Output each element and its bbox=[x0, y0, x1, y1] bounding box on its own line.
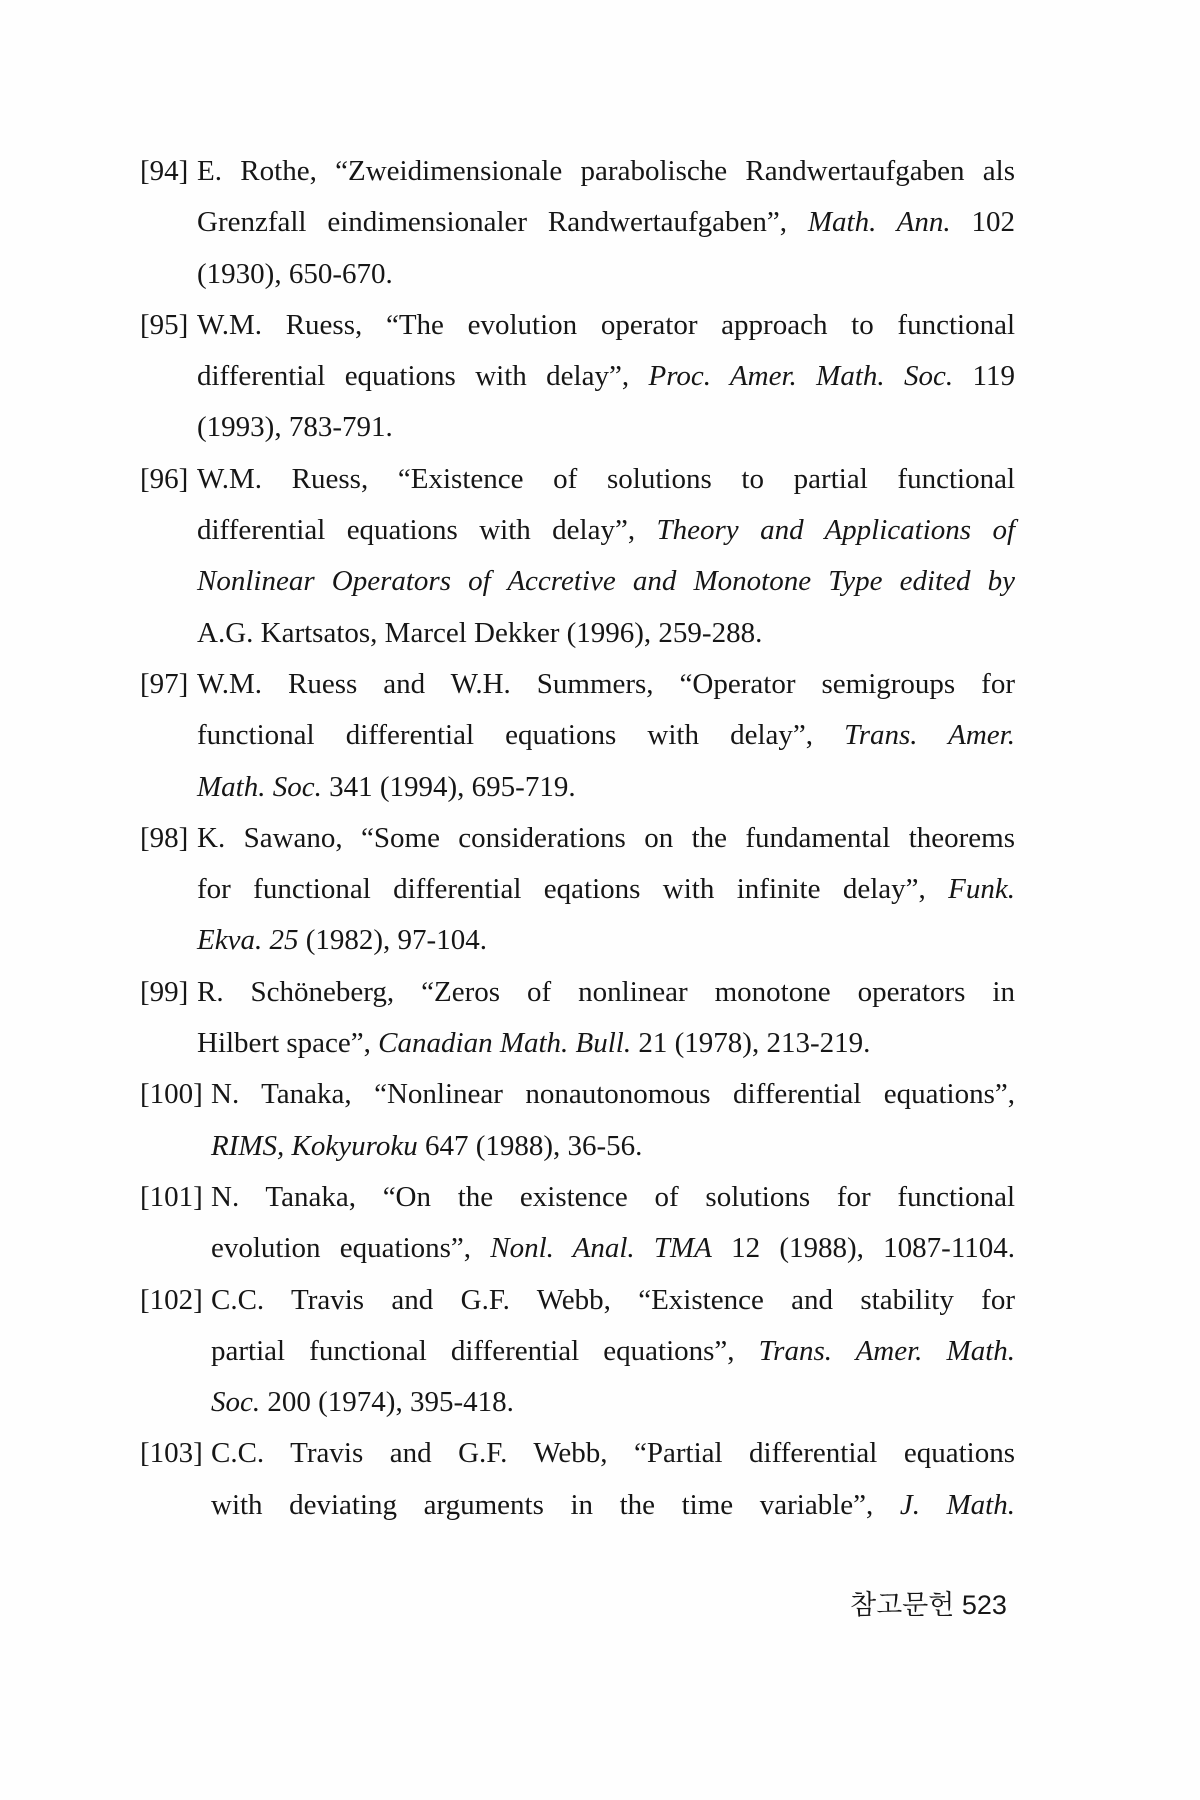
reference-entry bbox=[140, 146, 1015, 300]
reference-number: [96] bbox=[140, 462, 189, 495]
journal-title: Math. Soc. bbox=[197, 770, 322, 803]
reference-line bbox=[211, 1069, 1015, 1120]
reference-text: W.M. Ruess, “The evolution operator approach to functional bbox=[197, 308, 1015, 341]
reference-entry bbox=[140, 813, 1015, 967]
reference-entry bbox=[140, 1069, 1015, 1172]
reference-text: K. Sawano, “Some considerations on the fundamental theorems bbox=[197, 821, 1015, 854]
journal-title: Trans. Amer. bbox=[844, 719, 1015, 752]
reference-line bbox=[197, 813, 1015, 864]
reference-text: Hilbert space”, bbox=[197, 1027, 379, 1060]
page-number: 523 bbox=[961, 1590, 1007, 1620]
journal-title: Math. Ann. bbox=[807, 206, 951, 239]
reference-number: [100] bbox=[140, 1078, 203, 1111]
reference-text: R. Schöneberg, “Zeros of nonlinear monotone operators in bbox=[197, 975, 1015, 1008]
reference-text: partial functional differential equations”, bbox=[211, 1334, 759, 1367]
reference-line bbox=[197, 556, 1015, 607]
reference-line bbox=[197, 300, 1015, 351]
reference-line bbox=[211, 1223, 1015, 1274]
reference-entry bbox=[140, 454, 1015, 659]
reference-line bbox=[197, 402, 1015, 453]
reference-entry bbox=[140, 659, 1015, 813]
reference-line bbox=[197, 351, 1015, 402]
reference-text: 647 (1988), 36-56. bbox=[417, 1129, 643, 1162]
journal-title: RIMS, Kokyuroku bbox=[211, 1129, 418, 1162]
reference-text: (1930), 650-670. bbox=[197, 257, 393, 290]
reference-line bbox=[211, 1377, 1015, 1428]
reference-number: [102] bbox=[140, 1283, 203, 1316]
reference-text: 21 (1978), 213-219. bbox=[631, 1027, 871, 1060]
journal-title: Theory and Applications of bbox=[656, 514, 1015, 547]
reference-text: W.M. Ruess, “Existence of solutions to partial functional bbox=[197, 462, 1015, 495]
reference-line bbox=[211, 1275, 1015, 1326]
reference-text: C.C. Travis and G.F. Webb, “Existence and stability for bbox=[211, 1283, 1015, 1316]
reference-line bbox=[197, 1018, 1015, 1069]
reference-line bbox=[197, 146, 1015, 197]
reference-line bbox=[197, 249, 1015, 300]
reference-list bbox=[140, 146, 1015, 1531]
reference-text: (1982), 97-104. bbox=[298, 924, 487, 957]
reference-entry bbox=[140, 1275, 1015, 1429]
reference-number: [99] bbox=[140, 975, 189, 1008]
reference-text: 341 (1994), 695-719. bbox=[321, 770, 576, 803]
reference-line bbox=[211, 1428, 1015, 1479]
reference-text: N. Tanaka, “On the existence of solutions for functional bbox=[211, 1180, 1015, 1213]
reference-number: [95] bbox=[140, 308, 189, 341]
reference-entry bbox=[140, 300, 1015, 454]
reference-line bbox=[211, 1121, 1015, 1172]
reference-line bbox=[211, 1326, 1015, 1377]
reference-text: functional differential equations with delay”, bbox=[197, 719, 845, 752]
journal-title: Nonlinear Operators of Accretive and Monotone Type edited by bbox=[197, 565, 1015, 598]
reference-line bbox=[197, 864, 1015, 915]
reference-entry bbox=[140, 1428, 1015, 1531]
reference-line bbox=[211, 1480, 1015, 1531]
reference-text: (1993), 783-791. bbox=[197, 411, 393, 444]
reference-line bbox=[197, 967, 1015, 1018]
reference-text: differential equations with delay”, bbox=[197, 360, 649, 393]
reference-number: [103] bbox=[140, 1437, 203, 1470]
reference-text: Grenzfall eindimensionaler Randwertaufgaben”, bbox=[197, 206, 808, 239]
reference-text: for functional differential eqations with infinite delay”, bbox=[197, 873, 949, 906]
reference-line bbox=[197, 915, 1015, 966]
reference-line bbox=[197, 762, 1015, 813]
reference-line bbox=[197, 710, 1015, 761]
reference-text: 102 bbox=[950, 206, 1016, 239]
reference-number: [94] bbox=[140, 155, 189, 187]
reference-line bbox=[197, 608, 1015, 659]
reference-line bbox=[197, 505, 1015, 556]
reference-number: [97] bbox=[140, 667, 189, 700]
reference-number: [98] bbox=[140, 821, 189, 854]
reference-number: [101] bbox=[140, 1180, 203, 1213]
reference-line bbox=[211, 1172, 1015, 1223]
journal-title: J. Math. bbox=[899, 1488, 1015, 1521]
reference-text: 12 (1988), 1087-1104. bbox=[711, 1232, 1015, 1265]
journal-title: Proc. Amer. Math. Soc. bbox=[648, 360, 954, 393]
journal-title: Trans. Amer. Math. bbox=[758, 1334, 1015, 1367]
reference-entry bbox=[140, 967, 1015, 1070]
reference-text: C.C. Travis and G.F. Webb, “Partial differential equations bbox=[211, 1437, 1015, 1470]
journal-title: Soc. bbox=[211, 1386, 261, 1419]
reference-text: with deviating arguments in the time variable”, bbox=[211, 1488, 900, 1521]
reference-text: evolution equations”, bbox=[211, 1232, 491, 1265]
reference-entry bbox=[140, 1172, 1015, 1275]
reference-text: differential equations with delay”, bbox=[197, 514, 657, 547]
reference-line bbox=[197, 454, 1015, 505]
journal-title: Nonl. Anal. TMA bbox=[490, 1232, 712, 1265]
journal-title: Ekva. 25 bbox=[197, 924, 299, 957]
reference-line bbox=[197, 197, 1015, 248]
reference-text: E. Rothe, “Zweidimensionale parabolische Randwertaufgaben als bbox=[197, 155, 1015, 187]
section-title: 참고문헌 bbox=[850, 1590, 955, 1620]
reference-text: A.G. Kartsatos, Marcel Dekker (1996), 259-288. bbox=[197, 616, 763, 649]
journal-title: Canadian Math. Bull. bbox=[378, 1027, 632, 1060]
page-footer bbox=[850, 1583, 1007, 1622]
reference-text: 200 (1974), 395-418. bbox=[260, 1386, 514, 1419]
reference-text: N. Tanaka, “Nonlinear nonautonomous differential equations”, bbox=[211, 1078, 1015, 1111]
reference-line bbox=[197, 659, 1015, 710]
journal-title: Funk. bbox=[948, 873, 1015, 906]
reference-text: W.M. Ruess and W.H. Summers, “Operator semigroups for bbox=[197, 667, 1015, 700]
reference-text: 119 bbox=[953, 360, 1015, 393]
